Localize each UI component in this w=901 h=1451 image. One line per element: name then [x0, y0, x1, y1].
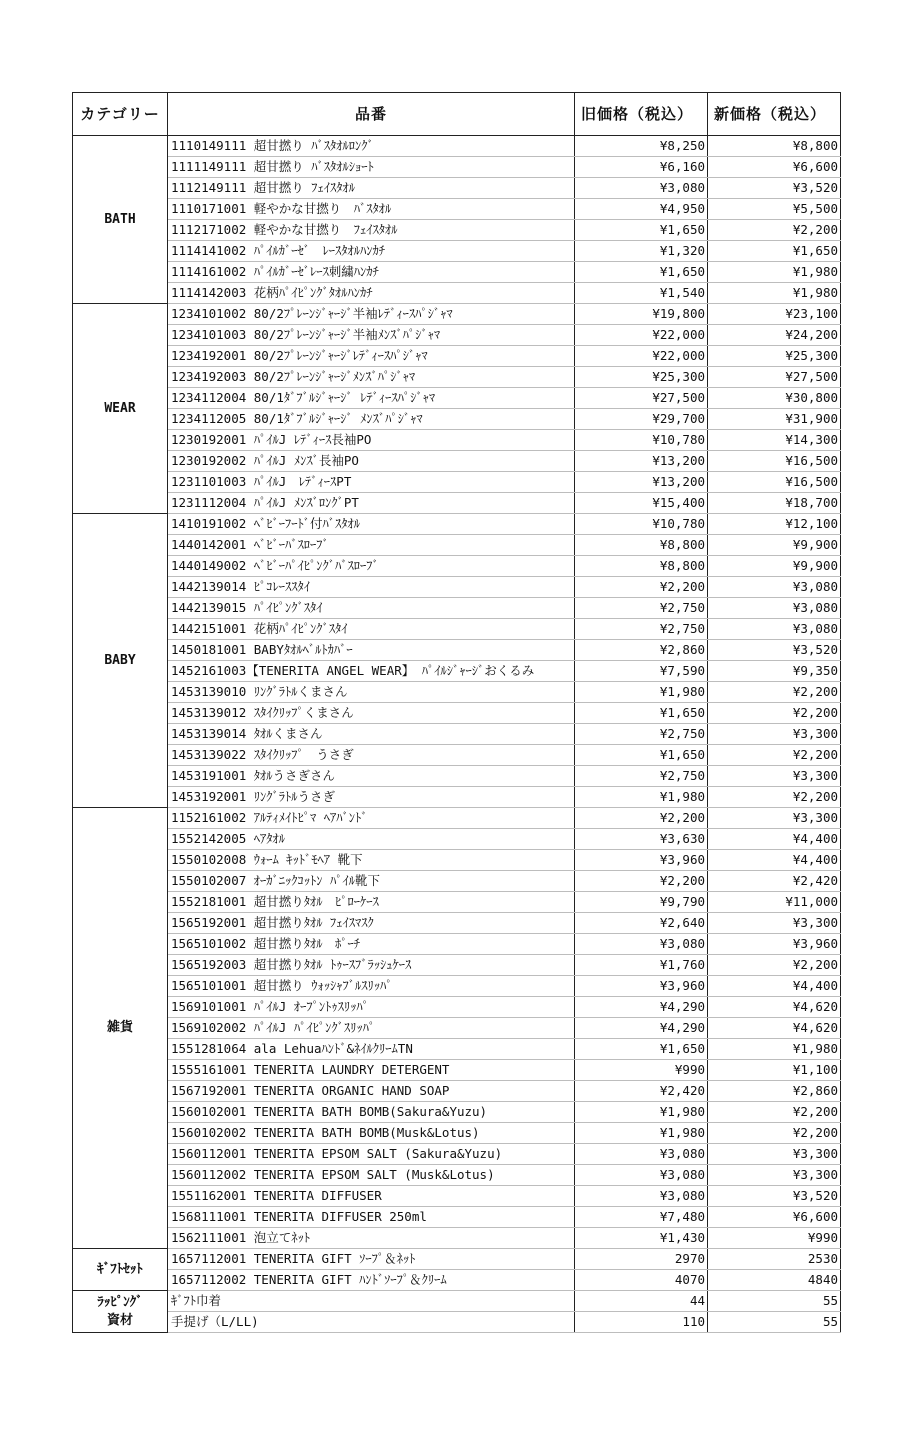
old-price-cell: ¥10,780 [575, 430, 708, 451]
old-price-cell: 4070 [575, 1270, 708, 1291]
item-code-cell: 1565101001 超甘撚り ｳｫｯｼｬﾌﾞﾙｽﾘｯﾊﾟ [168, 976, 575, 997]
item-code-cell: 1442139015 ﾊﾟｲﾋﾟﾝｸﾞｽﾀｲ [168, 598, 575, 619]
table-row [73, 514, 841, 535]
old-price-cell: ¥25,300 [575, 367, 708, 388]
item-code-cell: 1453139022 ｽﾀｲｸﾘｯﾌﾟ うさぎ [168, 745, 575, 766]
new-price-cell: ¥4,400 [708, 829, 841, 850]
old-price-cell: ¥3,080 [575, 934, 708, 955]
table-row [73, 745, 841, 766]
new-price-cell: ¥16,500 [708, 451, 841, 472]
old-price-cell: ¥13,200 [575, 451, 708, 472]
old-price-cell: ¥8,250 [575, 136, 708, 157]
new-price-cell: ¥3,300 [708, 808, 841, 829]
item-code-cell: 1452161003【TENERITA ANGEL WEAR】 ﾊﾟｲﾙｼﾞｬｰｼﾞおくるみ [168, 661, 575, 682]
new-price-cell: ¥12,100 [708, 514, 841, 535]
new-price-cell: ¥3,520 [708, 178, 841, 199]
new-price-cell: ¥2,200 [708, 787, 841, 808]
new-price-cell: ¥1,980 [708, 1039, 841, 1060]
table-row [73, 1249, 841, 1270]
table-row [73, 577, 841, 598]
new-price-cell: ¥3,300 [708, 1165, 841, 1186]
new-price-cell: ¥4,620 [708, 1018, 841, 1039]
table-row [73, 1228, 841, 1249]
new-price-cell: ¥14,300 [708, 430, 841, 451]
old-price-cell: ¥1,430 [575, 1228, 708, 1249]
category-cell: BABY [73, 514, 168, 808]
item-code-cell: 1152161002 ｱﾙﾃｨﾒｲﾄﾋﾟﾏ ﾍｱﾊﾞﾝﾄﾞ [168, 808, 575, 829]
old-price-cell: ¥1,540 [575, 283, 708, 304]
old-price-cell: ¥9,790 [575, 892, 708, 913]
new-price-cell: ¥3,300 [708, 913, 841, 934]
old-price-cell: ¥1,650 [575, 262, 708, 283]
old-price-cell: ¥6,160 [575, 157, 708, 178]
item-code-cell: 1453139012 ｽﾀｲｸﾘｯﾌﾟくまさん [168, 703, 575, 724]
table-row [73, 1102, 841, 1123]
old-price-cell: 44 [575, 1291, 708, 1312]
old-price-cell: ¥3,960 [575, 976, 708, 997]
item-code-cell: 1442151001 花柄ﾊﾟｲﾋﾟﾝｸﾞｽﾀｲ [168, 619, 575, 640]
new-price-cell: ¥4,400 [708, 850, 841, 871]
old-price-cell: ¥7,590 [575, 661, 708, 682]
new-price-cell: ¥30,800 [708, 388, 841, 409]
header-item: 品番 [168, 93, 575, 136]
item-code-cell: 1560112002 TENERITA EPSOM SALT (Musk&Lotus) [168, 1165, 575, 1186]
new-price-cell: ¥3,300 [708, 724, 841, 745]
item-code-cell: 1112149111 超甘撚り ﾌｪｲｽﾀｵﾙ [168, 178, 575, 199]
header-category: カテゴリー [73, 93, 168, 136]
item-code-cell: 1569101001 ﾊﾟｲﾙJ ｵｰﾌﾟﾝﾄｩｽﾘｯﾊﾟ [168, 997, 575, 1018]
old-price-cell: ¥3,080 [575, 1186, 708, 1207]
old-price-cell: ¥1,980 [575, 682, 708, 703]
new-price-cell: ¥1,100 [708, 1060, 841, 1081]
table-row [73, 1165, 841, 1186]
new-price-cell: ¥6,600 [708, 157, 841, 178]
old-price-cell: ¥3,080 [575, 1144, 708, 1165]
new-price-cell: ¥9,900 [708, 556, 841, 577]
old-price-cell: ¥7,480 [575, 1207, 708, 1228]
old-price-cell: ¥4,290 [575, 997, 708, 1018]
item-code-cell: 1550102008 ｳｫｰﾑ ｷｯﾄﾞﾓﾍｱ 靴下 [168, 850, 575, 871]
item-code-cell: 1453191001 ﾀｵﾙうさぎさん [168, 766, 575, 787]
item-code-cell: 1230192002 ﾊﾟｲﾙJ ﾒﾝｽﾞ長袖PO [168, 451, 575, 472]
item-code-cell: 1114142003 花柄ﾊﾟｲﾋﾟﾝｸﾞﾀｵﾙﾊﾝｶﾁ [168, 283, 575, 304]
category-cell: 雑貨 [73, 808, 168, 1249]
item-code-cell: 1234192001 80/2ﾌﾟﾚｰﾝｼﾞｬｰｼﾞﾚﾃﾞｨｰｽﾊﾟｼﾞｬﾏ [168, 346, 575, 367]
old-price-cell: ¥3,080 [575, 1165, 708, 1186]
old-price-cell: ¥8,800 [575, 535, 708, 556]
table-row [73, 766, 841, 787]
old-price-cell: ¥1,650 [575, 1039, 708, 1060]
table-row [73, 1207, 841, 1228]
table-row [73, 682, 841, 703]
table-row [73, 451, 841, 472]
old-price-cell: ¥1,980 [575, 1123, 708, 1144]
table-row [73, 703, 841, 724]
new-price-cell: 55 [708, 1312, 841, 1333]
item-code-cell: 1234192003 80/2ﾌﾟﾚｰﾝｼﾞｬｰｼﾞﾒﾝｽﾞﾊﾟｼﾞｬﾏ [168, 367, 575, 388]
table-row [73, 1018, 841, 1039]
table-row [73, 1123, 841, 1144]
new-price-cell: ¥2,200 [708, 220, 841, 241]
new-price-cell: ¥24,200 [708, 325, 841, 346]
old-price-cell: ¥1,320 [575, 241, 708, 262]
item-code-cell: 1568111001 TENERITA DIFFUSER 250ml [168, 1207, 575, 1228]
new-price-cell: ¥3,080 [708, 598, 841, 619]
new-price-cell: ¥18,700 [708, 493, 841, 514]
table-row [73, 724, 841, 745]
old-price-cell: ¥1,760 [575, 955, 708, 976]
old-price-cell: ¥2,200 [575, 808, 708, 829]
new-price-cell: ¥3,960 [708, 934, 841, 955]
table-row [73, 913, 841, 934]
item-code-cell: 1657112002 TENERITA GIFT ﾊﾝﾄﾞｿｰﾌﾟ＆ｸﾘｰﾑ [168, 1270, 575, 1291]
new-price-cell: ¥16,500 [708, 472, 841, 493]
table-row [73, 493, 841, 514]
old-price-cell: ¥19,800 [575, 304, 708, 325]
item-code-cell: 1560102002 TENERITA BATH BOMB(Musk&Lotus) [168, 1123, 575, 1144]
new-price-cell: 55 [708, 1291, 841, 1312]
old-price-cell: ¥990 [575, 1060, 708, 1081]
new-price-cell: ¥23,100 [708, 304, 841, 325]
table-row [73, 1312, 841, 1333]
item-code-cell: 1550102007 ｵｰｶﾞﾆｯｸｺｯﾄﾝ ﾊﾟｲﾙ靴下 [168, 871, 575, 892]
table-row [73, 1081, 841, 1102]
table-row [73, 808, 841, 829]
old-price-cell: ¥8,800 [575, 556, 708, 577]
old-price-cell: ¥2,750 [575, 724, 708, 745]
table-row [73, 661, 841, 682]
item-code-cell: 1450181001 BABYﾀｵﾙﾍﾞﾙﾄｶﾊﾞｰ [168, 640, 575, 661]
new-price-cell: ¥2,200 [708, 682, 841, 703]
table-row [73, 955, 841, 976]
old-price-cell: ¥1,650 [575, 703, 708, 724]
table-row [73, 283, 841, 304]
table-row [73, 220, 841, 241]
item-code-cell: 手提げ（L/LL) [168, 1312, 575, 1333]
new-price-cell: ¥2,200 [708, 1123, 841, 1144]
new-price-cell: ¥25,300 [708, 346, 841, 367]
new-price-cell: ¥2,200 [708, 1102, 841, 1123]
old-price-cell: ¥2,750 [575, 598, 708, 619]
new-price-cell: ¥9,900 [708, 535, 841, 556]
item-code-cell: 1555161001 TENERITA LAUNDRY DETERGENT [168, 1060, 575, 1081]
item-code-cell: 1453192001 ﾘﾝｸﾞﾗﾄﾙうさぎ [168, 787, 575, 808]
table-row [73, 325, 841, 346]
item-code-cell: 1440149002 ﾍﾞﾋﾞｰﾊﾟｲﾋﾟﾝｸﾞﾊﾞｽﾛｰﾌﾞ [168, 556, 575, 577]
new-price-cell: ¥1,650 [708, 241, 841, 262]
new-price-cell: ¥3,080 [708, 619, 841, 640]
table-row [73, 535, 841, 556]
category-cell: ｷﾞﾌﾄｾｯﾄ [73, 1249, 168, 1291]
item-code-cell: 1110171001 軽やかな甘撚り ﾊﾞｽﾀｵﾙ [168, 199, 575, 220]
table-row [73, 619, 841, 640]
new-price-cell: ¥31,900 [708, 409, 841, 430]
table-row [73, 430, 841, 451]
new-price-cell: ¥3,300 [708, 766, 841, 787]
table-row [73, 136, 841, 157]
table-row [73, 346, 841, 367]
price-table [72, 92, 841, 1333]
table-row [73, 1270, 841, 1291]
table-row [73, 829, 841, 850]
table-row [73, 787, 841, 808]
item-code-cell: 1453139014 ﾀｵﾙくまさん [168, 724, 575, 745]
new-price-cell: ¥1,980 [708, 283, 841, 304]
header-new-price: 新価格（税込） [708, 93, 841, 136]
table-row [73, 1144, 841, 1165]
table-row [73, 892, 841, 913]
item-code-cell: 1231101003 ﾊﾟｲﾙJ ﾚﾃﾞｨｰｽPT [168, 472, 575, 493]
old-price-cell: 110 [575, 1312, 708, 1333]
new-price-cell: ¥990 [708, 1228, 841, 1249]
item-code-cell: 1453139010 ﾘﾝｸﾞﾗﾄﾙくまさん [168, 682, 575, 703]
table-row [73, 157, 841, 178]
item-code-cell: 1565192003 超甘撚りﾀｵﾙ ﾄｩｰｽﾌﾞﾗｯｼｭｹｰｽ [168, 955, 575, 976]
table-body [73, 136, 841, 1333]
old-price-cell: ¥3,080 [575, 178, 708, 199]
table-row [73, 556, 841, 577]
item-code-cell: 1567192001 TENERITA ORGANIC HAND SOAP [168, 1081, 575, 1102]
item-code-cell: 1565192001 超甘撚りﾀｵﾙ ﾌｪｲｽﾏｽｸ [168, 913, 575, 934]
table-row [73, 871, 841, 892]
old-price-cell: 2970 [575, 1249, 708, 1270]
category-cell: BATH [73, 136, 168, 304]
header-old-price: 旧価格（税込） [575, 93, 708, 136]
table-row [73, 850, 841, 871]
table-row [73, 262, 841, 283]
old-price-cell: ¥4,290 [575, 1018, 708, 1039]
table-row [73, 409, 841, 430]
old-price-cell: ¥1,650 [575, 220, 708, 241]
old-price-cell: ¥3,630 [575, 829, 708, 850]
new-price-cell: ¥2,860 [708, 1081, 841, 1102]
old-price-cell: ¥15,400 [575, 493, 708, 514]
new-price-cell: ¥6,600 [708, 1207, 841, 1228]
item-code-cell: 1440142001 ﾍﾞﾋﾞｰﾊﾞｽﾛｰﾌﾞ [168, 535, 575, 556]
old-price-cell: ¥1,650 [575, 745, 708, 766]
new-price-cell: ¥2,200 [708, 745, 841, 766]
item-code-cell: 1410191002 ﾍﾞﾋﾞｰﾌｰﾄﾞ付ﾊﾞｽﾀｵﾙ [168, 514, 575, 535]
table-row [73, 388, 841, 409]
item-code-cell: 1111149111 超甘撚り ﾊﾞｽﾀｵﾙｼｮｰﾄ [168, 157, 575, 178]
item-code-cell: 1234112005 80/1ﾀﾞﾌﾞﾙｼﾞｬｰｼﾞ ﾒﾝｽﾞﾊﾟｼﾞｬﾏ [168, 409, 575, 430]
table-row [73, 934, 841, 955]
item-code-cell: 1234101002 80/2ﾌﾟﾚｰﾝｼﾞｬｰｼﾞ半袖ﾚﾃﾞｨｰｽﾊﾟｼﾞｬﾏ [168, 304, 575, 325]
table-row [73, 1186, 841, 1207]
table-row [73, 472, 841, 493]
old-price-cell: ¥22,000 [575, 346, 708, 367]
item-code-cell: 1230192001 ﾊﾟｲﾙJ ﾚﾃﾞｨｰｽ長袖PO [168, 430, 575, 451]
old-price-cell: ¥13,200 [575, 472, 708, 493]
item-code-cell: 1234112004 80/1ﾀﾞﾌﾞﾙｼﾞｬｰｼﾞ ﾚﾃﾞｨｰｽﾊﾟｼﾞｬﾏ [168, 388, 575, 409]
item-code-cell: 1442139014 ﾋﾟｺﾚｰｽｽﾀｲ [168, 577, 575, 598]
item-code-cell: 1560112001 TENERITA EPSOM SALT (Sakura&Yuzu) [168, 1144, 575, 1165]
item-code-cell: 1562111001 泡立てﾈｯﾄ [168, 1228, 575, 1249]
item-code-cell: 1231112004 ﾊﾟｲﾙJ ﾒﾝｽﾞﾛﾝｸﾞPT [168, 493, 575, 514]
item-code-cell: 1114161002 ﾊﾟｲﾙｶﾞｰｾﾞﾚｰｽ刺繍ﾊﾝｶﾁ [168, 262, 575, 283]
table-row [73, 178, 841, 199]
item-code-cell: ｷﾞﾌﾄ巾着 [168, 1291, 575, 1312]
table-row [73, 1291, 841, 1312]
old-price-cell: ¥1,980 [575, 787, 708, 808]
old-price-cell: ¥2,860 [575, 640, 708, 661]
old-price-cell: ¥3,960 [575, 850, 708, 871]
table-row [73, 241, 841, 262]
old-price-cell: ¥4,950 [575, 199, 708, 220]
item-code-cell: 1234101003 80/2ﾌﾟﾚｰﾝｼﾞｬｰｼﾞ半袖ﾒﾝｽﾞﾊﾟｼﾞｬﾏ [168, 325, 575, 346]
new-price-cell: ¥5,500 [708, 199, 841, 220]
item-code-cell: 1551162001 TENERITA DIFFUSER [168, 1186, 575, 1207]
old-price-cell: ¥10,780 [575, 514, 708, 535]
table-row [73, 976, 841, 997]
item-code-cell: 1552142005 ﾍｱﾀｵﾙ [168, 829, 575, 850]
header-row [73, 93, 841, 136]
table-row [73, 1039, 841, 1060]
old-price-cell: ¥2,200 [575, 871, 708, 892]
old-price-cell: ¥2,420 [575, 1081, 708, 1102]
new-price-cell: 2530 [708, 1249, 841, 1270]
item-code-cell: 1114141002 ﾊﾟｲﾙｶﾞｰｾﾞ ﾚｰｽﾀｵﾙﾊﾝｶﾁ [168, 241, 575, 262]
new-price-cell: 4840 [708, 1270, 841, 1291]
table-row [73, 598, 841, 619]
old-price-cell: ¥27,500 [575, 388, 708, 409]
new-price-cell: ¥8,800 [708, 136, 841, 157]
item-code-cell: 1560102001 TENERITA BATH BOMB(Sakura&Yuzu) [168, 1102, 575, 1123]
old-price-cell: ¥2,750 [575, 766, 708, 787]
new-price-cell: ¥4,620 [708, 997, 841, 1018]
old-price-cell: ¥2,640 [575, 913, 708, 934]
item-code-cell: 1110149111 超甘撚り ﾊﾞｽﾀｵﾙﾛﾝｸﾞ [168, 136, 575, 157]
item-code-cell: 1569102002 ﾊﾟｲﾙJ ﾊﾟｲﾋﾟﾝｸﾞｽﾘｯﾊﾟ [168, 1018, 575, 1039]
table-row [73, 640, 841, 661]
new-price-cell: ¥11,000 [708, 892, 841, 913]
new-price-cell: ¥2,200 [708, 703, 841, 724]
old-price-cell: ¥2,200 [575, 577, 708, 598]
new-price-cell: ¥3,080 [708, 577, 841, 598]
old-price-cell: ¥29,700 [575, 409, 708, 430]
old-price-cell: ¥2,750 [575, 619, 708, 640]
category-cell: ﾗｯﾋﾟﾝｸﾞ 資材 [73, 1291, 168, 1333]
table-row [73, 367, 841, 388]
table-row [73, 1060, 841, 1081]
new-price-cell: ¥1,980 [708, 262, 841, 283]
old-price-cell: ¥22,000 [575, 325, 708, 346]
table-row [73, 304, 841, 325]
table-row [73, 997, 841, 1018]
new-price-cell: ¥3,300 [708, 1144, 841, 1165]
old-price-cell: ¥1,980 [575, 1102, 708, 1123]
item-code-cell: 1552181001 超甘撚りﾀｵﾙ ﾋﾟﾛｰｹｰｽ [168, 892, 575, 913]
new-price-cell: ¥27,500 [708, 367, 841, 388]
item-code-cell: 1657112001 TENERITA GIFT ｿｰﾌﾟ＆ﾈｯﾄ [168, 1249, 575, 1270]
new-price-cell: ¥3,520 [708, 640, 841, 661]
new-price-cell: ¥2,420 [708, 871, 841, 892]
item-code-cell: 1565101002 超甘撚りﾀｵﾙ ﾎﾟｰﾁ [168, 934, 575, 955]
new-price-cell: ¥2,200 [708, 955, 841, 976]
new-price-cell: ¥3,520 [708, 1186, 841, 1207]
category-cell: WEAR [73, 304, 168, 514]
table-row [73, 199, 841, 220]
item-code-cell: 1551281064 ala Lehuaﾊﾝﾄﾞ&ﾈｲﾙｸﾘｰﾑTN [168, 1039, 575, 1060]
item-code-cell: 1112171002 軽やかな甘撚り ﾌｪｲｽﾀｵﾙ [168, 220, 575, 241]
new-price-cell: ¥9,350 [708, 661, 841, 682]
new-price-cell: ¥4,400 [708, 976, 841, 997]
